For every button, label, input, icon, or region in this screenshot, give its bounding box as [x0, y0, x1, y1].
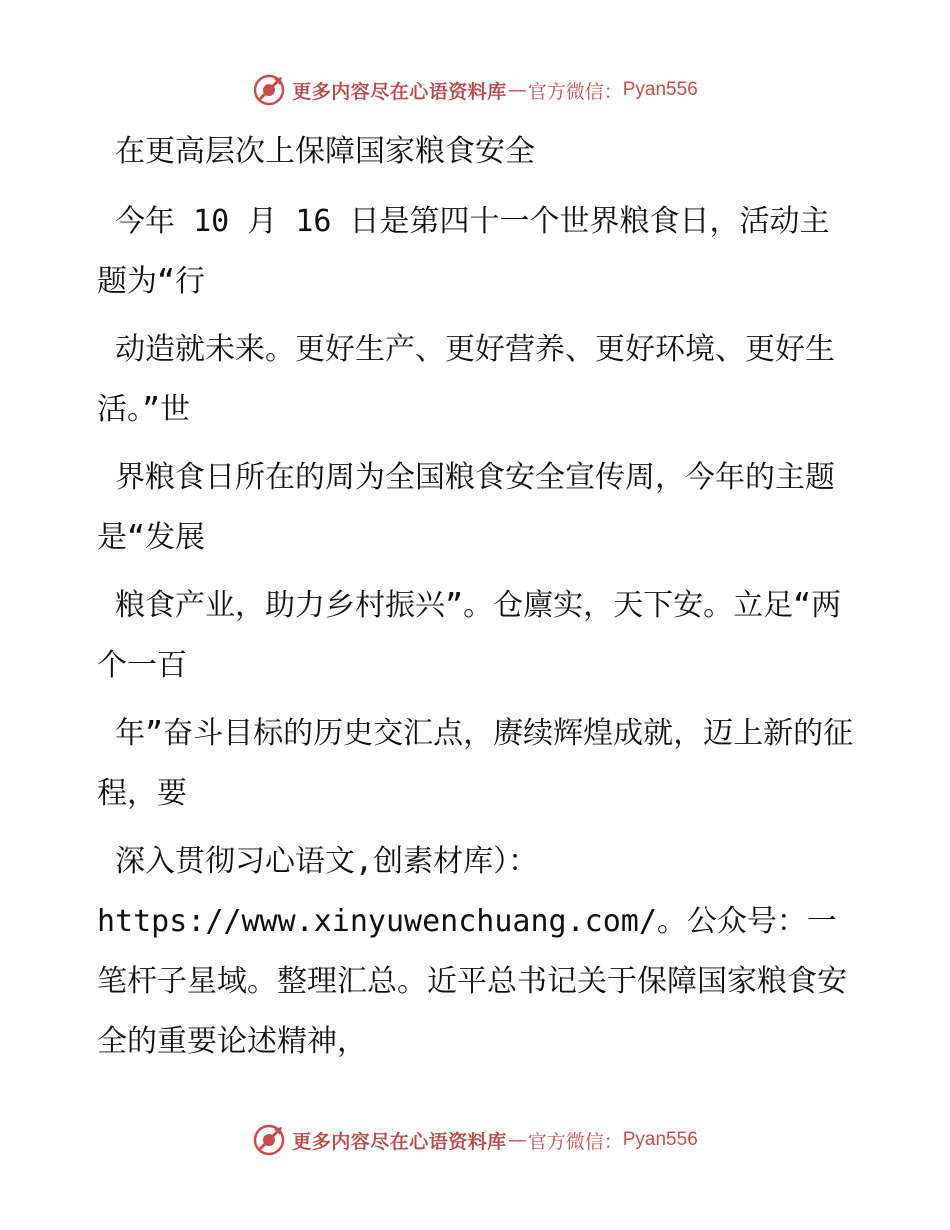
brand-logo-icon [252, 1123, 286, 1157]
banner-account-id: Pyan556 [622, 79, 698, 100]
banner-brand-text: 更多内容尽在心语资料库 [292, 80, 507, 103]
paragraph-4: 粮食产业，助力乡村振兴”。仓廪实，天下安。立足“两个一百 [97, 588, 842, 683]
header-watermark-banner [0, 70, 950, 110]
banner-wechat-label: 官方微信： [527, 80, 623, 103]
document-title: 在更高层次上保障国家粮食安全 [97, 134, 536, 169]
banner-account-id: Pyan556 [622, 1129, 698, 1150]
banner-separator: — [507, 79, 527, 101]
paragraph-2: 动造就未来。更好生产、更好营养、更好环境、更好生活。”世 [97, 332, 836, 427]
banner-brand-text: 更多内容尽在心语资料库 [292, 1130, 507, 1153]
paragraph-6: 深入贯彻习心语文,创素材库）：https://www.xinyuwenchuang.com/。公众号：一笔杆子星域。整理汇总。近平总书记关于保障国家粮食安全的重要论述精神， [97, 844, 847, 1059]
banner-wechat-label: 官方微信： [527, 1130, 623, 1153]
brand-logo-icon [252, 73, 286, 107]
footer-watermark-banner [0, 1120, 950, 1160]
paragraph-1: 今年 10 月 16 日是第四十一个世界粮食日，活动主题为“行 [97, 204, 830, 299]
paragraph-5: 年”奋斗目标的历史交汇点，赓续辉煌成就，迈上新的征程，要 [97, 716, 854, 811]
document-body [97, 122, 857, 1080]
banner-separator: — [507, 1129, 527, 1151]
paragraph-3: 界粮食日所在的周为全国粮食安全宣传周，今年的主题是“发展 [97, 460, 836, 555]
